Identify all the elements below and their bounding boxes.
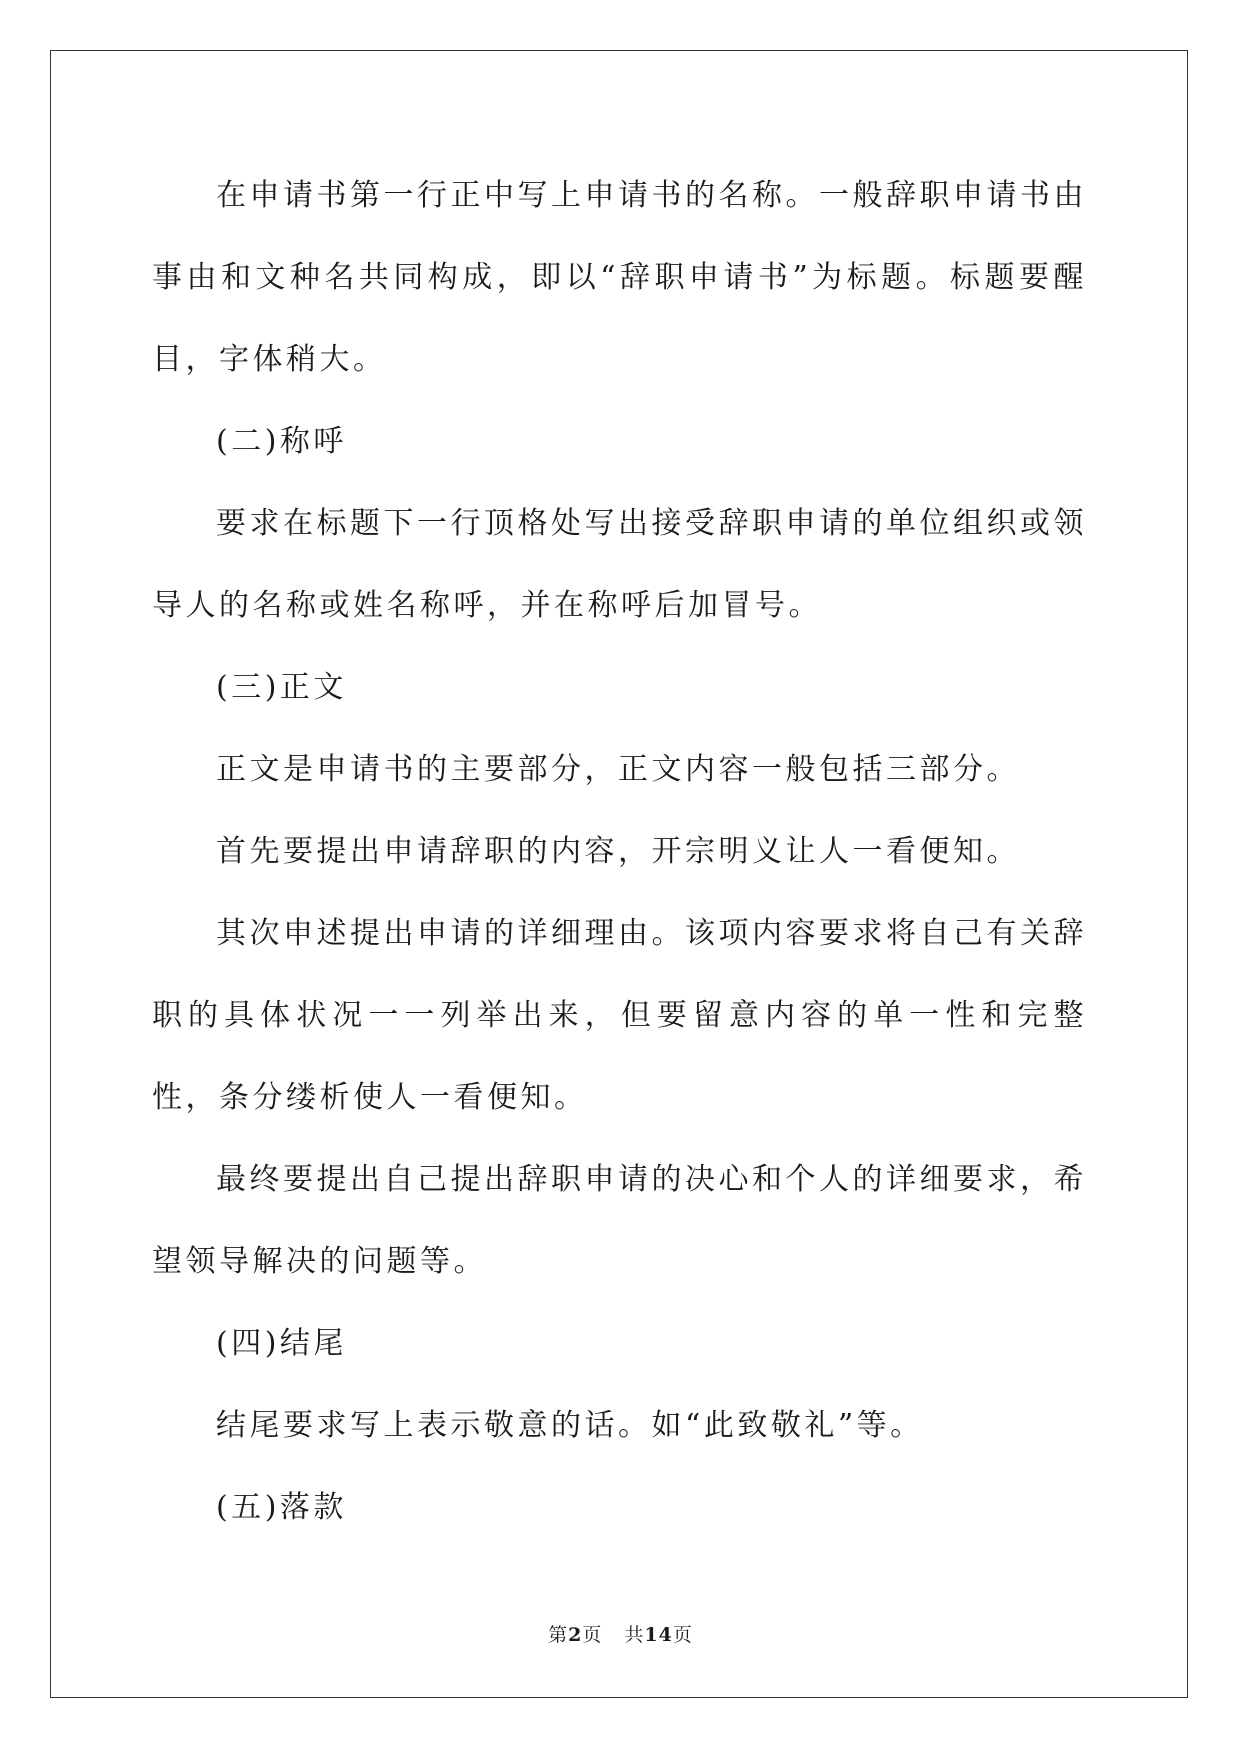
section-heading-body: (三)正文 [216,670,347,705]
paragraph-body-final: 最终要提出自己提出辞职申请的决心和个人的详细要求，希望领导解决的问题等。 [152,1162,1087,1279]
paragraph-closing: 结尾要求写上表示敬意的话。如“此致敬礼”等。 [216,1408,924,1443]
page-suffix: 页 [582,1624,603,1646]
section-heading-closing: (四)结尾 [216,1326,347,1361]
paragraph-title-instructions: 在申请书第一行正中写上申请书的名称。一般辞职申请书由事由和文种名共同构成，即以“辞职申请书”为标题。标题要醒目，字体稍大。 [152,178,1087,377]
page-prefix: 第 [548,1624,569,1646]
total-suffix: 页 [672,1624,693,1646]
total-pages: 14 [644,1624,673,1646]
paragraph-salutation: 要求在标题下一行顶格处写出接受辞职申请的单位组织或领导人的名称或姓名称呼，并在称呼后加冒号。 [152,506,1087,623]
document-body [152,155,1087,1549]
page-number: 2 [568,1624,583,1646]
total-prefix: 共 [624,1624,645,1646]
paragraph-body-second: 其次申述提出申请的详细理由。该项内容要求将自己有关辞职的具体状况一一列举出来，但要留意内容的单一性和完整性，条分缕析使人一看便知。 [152,916,1087,1115]
page-footer [0,1620,1241,1647]
paragraph-body-first: 首先要提出申请辞职的内容，开宗明义让人一看便知。 [216,834,1020,869]
section-heading-signature: (五)落款 [216,1490,347,1525]
paragraph-body-overview: 正文是申请书的主要部分，正文内容一般包括三部分。 [216,752,1020,787]
section-heading-salutation: (二)称呼 [216,424,347,459]
